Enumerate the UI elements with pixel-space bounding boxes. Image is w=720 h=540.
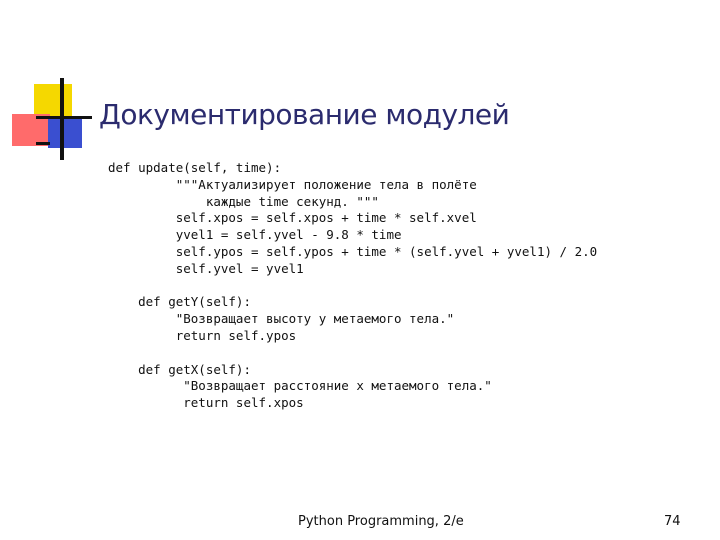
code-line: каждые time секунд. """: [108, 193, 379, 209]
code-line: [108, 345, 597, 362]
code-line: return self.xpos: [108, 395, 304, 411]
code-line: "Возвращает высоту у метаемого тела.": [108, 311, 455, 327]
code-line: return self.ypos: [108, 327, 297, 343]
logo-horizontal-line-short: [36, 142, 50, 145]
slide-title: Документирование модулей: [99, 98, 510, 131]
logo-blue-square: [48, 118, 82, 148]
slide-footer: Python Programming, 2/e: [298, 514, 464, 529]
code-block: [108, 160, 597, 412]
code-line: "Возвращает расстояние х метаемого тела.": [108, 378, 492, 394]
code-line: self.yvel = yvel1: [108, 260, 304, 276]
logo-vertical-line: [60, 78, 64, 160]
logo-horizontal-line: [36, 116, 92, 119]
code-line: def getX(self):: [108, 361, 251, 377]
page-number: 74: [664, 514, 681, 529]
code-line: def update(self, time):: [108, 160, 282, 175]
code-line: self.ypos = self.ypos + time * (self.yvel + yvel1) / 2.0: [108, 243, 598, 259]
code-line: """Актуализирует положение тела в полёте: [108, 176, 477, 192]
code-line: yvel1 = self.yvel - 9.8 * time: [108, 227, 402, 243]
code-line: def getY(self):: [108, 294, 251, 310]
decorative-logo: [0, 0, 100, 170]
code-line: [108, 278, 597, 295]
code-line: self.xpos = self.xpos + time * self.xvel: [108, 210, 477, 226]
